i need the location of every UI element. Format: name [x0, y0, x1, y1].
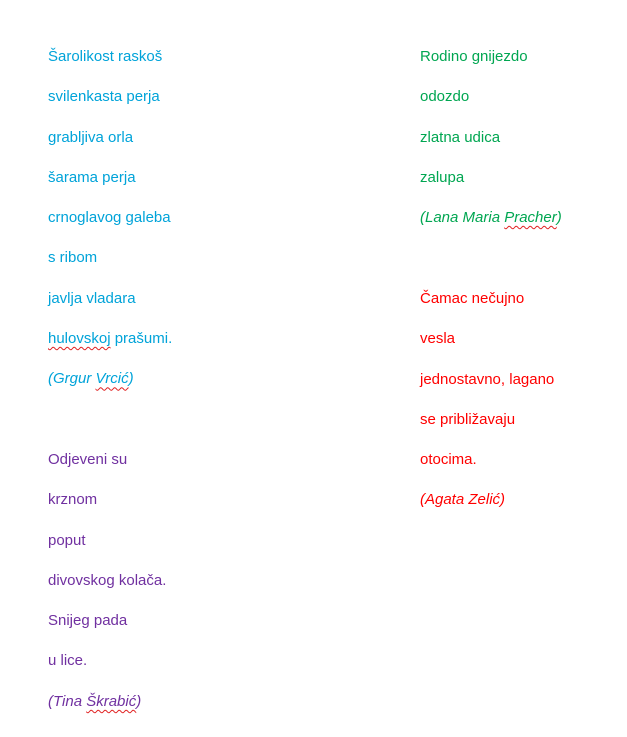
- poem-line: se približavaju: [420, 410, 516, 428]
- poem-line: divovskog kolača.: [48, 571, 167, 589]
- poem-author: (Agata Zelić): [420, 491, 506, 509]
- author-prefix: (Lana Maria: [420, 209, 505, 227]
- spelling-flagged-word[interactable]: Škrabić: [86, 692, 137, 710]
- poem-line: šarama perja: [48, 168, 136, 186]
- poem-line: odozdo: [420, 88, 470, 106]
- poem-line: [48, 329, 172, 369]
- author-prefix: (Tina: [48, 692, 87, 710]
- poem-author: [48, 692, 166, 732]
- poem-line-text: prašumi.: [110, 330, 173, 348]
- poem-line: zalupa: [420, 168, 465, 186]
- poem-line: jednostavno, lagano: [420, 370, 555, 388]
- poem-line: Rodino gnijezdo: [420, 48, 528, 65]
- poem-line: Snijeg pada: [48, 612, 128, 630]
- poem-3: [420, 47, 562, 248]
- poem-line: s ribom: [48, 249, 98, 267]
- poem-line: svilenkasta perja: [48, 88, 160, 106]
- poem-line: u lice.: [48, 652, 88, 670]
- author-prefix: (Grgur: [48, 370, 96, 388]
- poem-line: krznom: [48, 491, 98, 509]
- poem-1: [48, 47, 172, 410]
- poem-line: grabljiva orla: [48, 128, 134, 146]
- poem-line: crnoglavog galeba: [48, 209, 171, 227]
- poem-line: javlja vladara: [48, 289, 136, 307]
- author-suffix: ): [556, 209, 562, 227]
- poem-line: vesla: [420, 330, 456, 348]
- spelling-flagged-word[interactable]: Pracher: [504, 209, 557, 227]
- poem-line: zlatna udica: [420, 128, 501, 146]
- poem-author: [48, 369, 172, 409]
- poem-line: otocima.: [420, 451, 477, 469]
- author-suffix: ): [136, 692, 142, 710]
- poem-4: [420, 289, 554, 531]
- poem-author: [420, 208, 562, 248]
- poem-line: Šarolikost raskoš: [48, 48, 163, 65]
- spelling-flagged-word[interactable]: hulovskoj: [48, 330, 111, 348]
- poem-line: Čamac nečujno: [420, 290, 525, 307]
- poem-line: Odjeveni su: [48, 451, 128, 468]
- spelling-flagged-word[interactable]: Vrcić: [95, 370, 129, 388]
- poem-2: [48, 450, 166, 732]
- poem-line: poput: [48, 531, 86, 549]
- author-suffix: ): [128, 370, 134, 388]
